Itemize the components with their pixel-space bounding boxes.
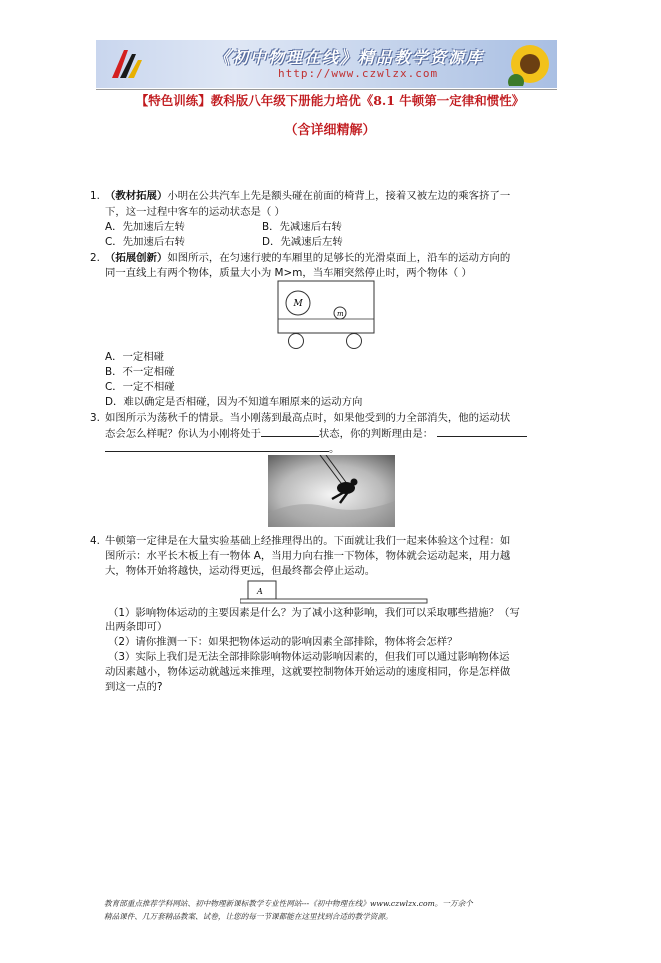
q3-line-2 <box>105 426 527 441</box>
footer-line-2: 精品课件、几万套精品教案、试卷，让您的每一节课都能在这里找到合适的教学资源。 <box>104 912 393 921</box>
q2-tag: （拓展创新） <box>105 252 168 264</box>
site-logo-icon <box>106 44 146 84</box>
q4-sub1-line-2: 出两条即可） <box>105 621 168 633</box>
q3-line-1: 如图所示为荡秋千的情景。当小刚荡到最高点时，如果他受到的力全部消失，他的运动状 <box>105 412 511 424</box>
banner-title: 《初中物理在线》精品教学资源库 <box>214 48 485 67</box>
q1-number: 1. <box>90 190 100 202</box>
q4-line-2: 图所示：水平长木板上有一物体 A，当用力向右推一下物体，物体就会运动起来，用力越 <box>105 550 511 562</box>
q2-fig-label-big-m: M <box>293 299 303 309</box>
q2-number: 2. <box>90 252 100 264</box>
q1-line-1 <box>105 189 510 203</box>
q3-text-2b: 状态，你的判断理由是： <box>318 428 434 440</box>
q4-sub3-line-1: （3）实际上我们是无法全部排除影响物体运动影响因素的，但我们可以通过影响物体运 <box>108 651 510 663</box>
document-subtitle: （含详细精解） <box>284 123 376 138</box>
page-footer <box>104 897 564 923</box>
q1-option-a: A．先加速后左转 <box>105 221 185 233</box>
q1-option-c: C．先加速后右转 <box>105 236 185 248</box>
q4-line-1: 牛顿第一定律是在大量实验基础上经推理得出的。下面就让我们一起来体验这个过程：如 <box>105 535 511 547</box>
q2-option-a: A．一定相碰 <box>105 351 165 363</box>
q2-option-d: D．难以确定是否相碰，因为不知道车厢原来的运动方向 <box>105 396 363 408</box>
document-title: 【特色训练】教科版八年级下册能力培优《8.1 牛顿第一定律和惯性》 <box>135 93 525 108</box>
header-banner <box>96 40 557 88</box>
q4-fig-label-a: A <box>257 587 263 596</box>
q4-number: 4. <box>90 535 100 547</box>
sunflower-icon <box>507 42 553 86</box>
q1-option-d: D．先减速后左转 <box>262 236 343 248</box>
q1-text-1: 小明在公共汽车上先是额头碰在前面的椅背上，接着又被左边的乘客挤了一 <box>167 190 511 202</box>
q4-board-figure <box>240 580 428 604</box>
q4-line-3: 大，物体开始将越快，运动得更远，但最终都会停止运动。 <box>105 565 376 577</box>
footer-line-1: 教育部重点推荐学科网站、初中物理新课标教学专业性网站---《初中物理在线》www.czwlzx.com。一万余个 <box>104 899 473 908</box>
q2-line-2: 同一直线上有两个物体，质量大小为 M>m，当车厢突然停止时，两个物体（ ） <box>105 267 472 279</box>
q4-sub3-line-3: 到这一点的? <box>105 681 163 693</box>
q1-tag: （教材拓展） <box>105 190 168 202</box>
q1-option-b: B．先减速后右转 <box>262 221 342 233</box>
q2-fig-label-small-m: m <box>337 310 344 318</box>
q2-line-1 <box>105 251 510 265</box>
q4-sub1-line-1: （1）影响物体运动的主要因素是什么？为了减小这种影响，我们可以采取哪些措施？（写 <box>108 607 520 619</box>
q3-line-3 <box>105 441 339 456</box>
q3-swing-photo <box>268 455 395 527</box>
q2-cart-figure <box>276 280 376 350</box>
q1-line-2: 下，这一过程中客车的运动状态是（ ） <box>105 206 285 218</box>
q4-sub2: （2）请你推测一下：如果把物体运动的影响因素全部排除，物体将会怎样？ <box>108 636 458 648</box>
q3-answer-blank-1[interactable] <box>261 426 319 437</box>
q2-option-b: B．不一定相碰 <box>105 366 175 378</box>
q2-text-1: 如图所示，在匀速行驶的车厢里的足够长的光滑桌面上，沿车的运动方向的 <box>167 252 511 264</box>
q3-answer-blank-2[interactable] <box>437 426 527 437</box>
q2-option-c: C．一定不相碰 <box>105 381 175 393</box>
banner-url: http://www.czwlzx.com <box>278 67 439 80</box>
q3-text-2a: 态会怎么样呢？你认为小刚将处于 <box>105 428 261 440</box>
q3-text-end: 。 <box>329 443 340 455</box>
q4-sub3-line-2: 动因素越小，物体运动就越远来推理，这就要控制物体开始运动的速度相同，你是怎样做 <box>105 666 511 678</box>
q3-answer-blank-3[interactable] <box>105 441 329 452</box>
q3-number: 3. <box>90 412 100 424</box>
